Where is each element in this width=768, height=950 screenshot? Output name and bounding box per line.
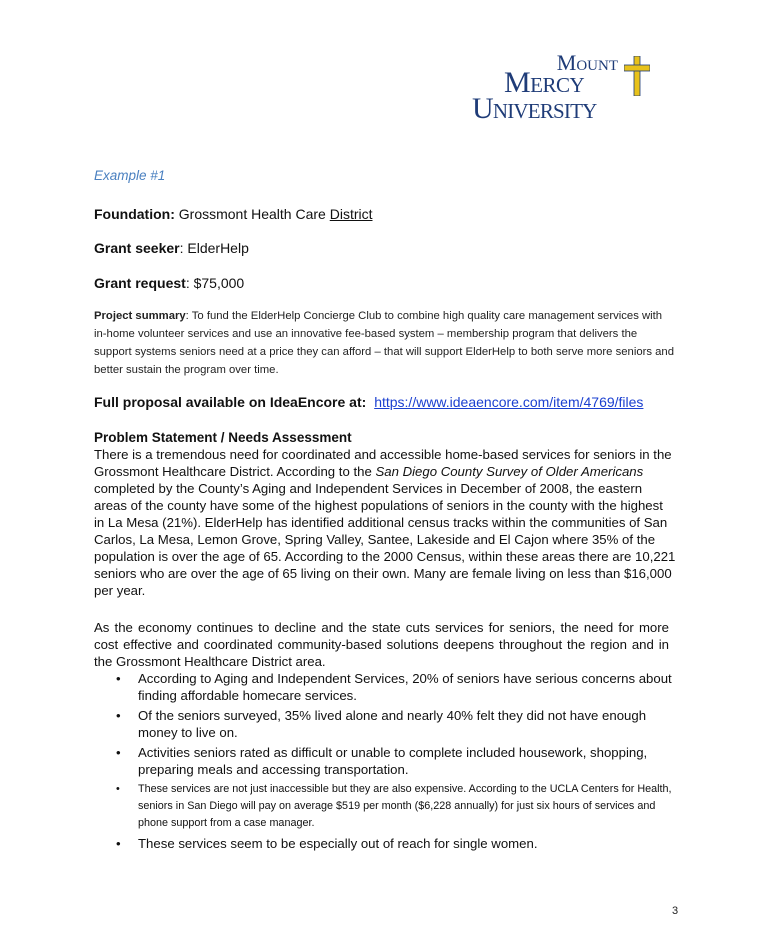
list-item [94, 670, 674, 704]
project-summary [94, 307, 674, 379]
grant-request-line [94, 275, 244, 291]
survey-title: San Diego County Survey of Older Americans [375, 464, 644, 479]
mount-mercy-university-logo [472, 50, 652, 125]
bullet-text: Activities seniors rated as difficult or unable to complete included housework, shopping, preparing meals and accessing transportation. [138, 745, 648, 777]
ideaencore-link[interactable]: https://www.ideaencore.com/item/4769/files [374, 394, 644, 410]
bullet-icon: • [116, 745, 121, 760]
page-number: 3 [672, 905, 679, 917]
cross-icon [624, 56, 650, 96]
bullet-icon: • [116, 671, 121, 686]
grant-seeker-line [94, 240, 249, 256]
foundation-value: Grossmont Health Care [178, 206, 326, 222]
foundation-value-district: District [329, 206, 373, 222]
bullet-text: These services are not just inaccessible but they are also expensive. According to the UCLA Centers for Health, seniors in San Diego will pay on average $519 per month ($6,228 annually) for just six hours of services and phone support from a case manager. [138, 783, 672, 829]
list-item [94, 707, 674, 741]
project-summary-text: : To fund the ElderHelp Concierge Club to combine high quality care management services with in-home volunteer services and use an innovative fee-based system – membership program that delivers the support systems seniors need at a price they can afford – that will support ElderHelp to both serve more seniors and better sustain the program over time. [94, 310, 675, 376]
paragraph-1-part-b: completed by the County’s Aging and Independent Services in December of 2008, the eastern areas of the county have some of the highest populations of seniors in the county with the highest in La Mesa (21%). ElderHelp has identified additional census tracks within the communities of San Carlos, La Mesa, Lemon Grove, Spring Valley, Santee, Lakeside and El Cajon where 35% of the population is over the age of 65. According to the 2000 Census, within these areas there are 10,221 seniors who are over the age of 65 living on their own. Many are female living on less than $16,000 per year. [94, 481, 676, 598]
project-summary-label: Project summary [94, 310, 186, 322]
example-label: Example #1 [94, 168, 166, 183]
grant-seeker-sep: : [179, 240, 188, 256]
foundation-label: Foundation: [94, 206, 175, 222]
section-title: Problem Statement / Needs Assessment [94, 430, 352, 445]
bullet-icon: • [116, 783, 120, 795]
foundation-line [94, 206, 373, 222]
full-proposal-line [94, 394, 643, 410]
bullet-text: These services seem to be especially out of reach for single women. [138, 836, 538, 851]
logo-line-mercy: Mercy [504, 66, 585, 99]
grant-request-value: $75,000 [193, 275, 245, 291]
problem-paragraph-1 [94, 446, 676, 599]
grant-seeker-value: ElderHelp [187, 240, 249, 256]
grant-request-label: Grant request [94, 275, 186, 291]
list-item [94, 744, 674, 778]
problem-paragraph-2: As the economy continues to decline and the state cuts services for seniors, the need for more cost effective and coordinated community-based solutions deepens throughout the region and in the Grossmont Healthcare District area. [94, 620, 669, 669]
bullet-icon: • [116, 708, 121, 723]
bullet-text: Of the seniors surveyed, 35% lived alone and nearly 40% felt they did not have enough money to live on. [138, 708, 647, 740]
logo-line-university: University [472, 92, 597, 125]
logo-line-mount: Mount [556, 50, 618, 75]
paragraph-1-part-a: There is a tremendous need for coordinated and accessible home-based services for seniors in the Grossmont Healthcare District. According to the [94, 447, 672, 479]
grant-seeker-label: Grant seeker [94, 240, 180, 256]
full-proposal-label: Full proposal available on IdeaEncore at: [94, 394, 367, 410]
list-item [94, 835, 674, 852]
list-item [94, 781, 674, 832]
needs-bullet-list [94, 670, 674, 855]
bullet-icon: • [116, 836, 121, 851]
bullet-text: According to Aging and Independent Services, 20% of seniors have serious concerns about finding affordable homecare services. [138, 671, 672, 703]
grant-request-sep: : [185, 275, 194, 291]
